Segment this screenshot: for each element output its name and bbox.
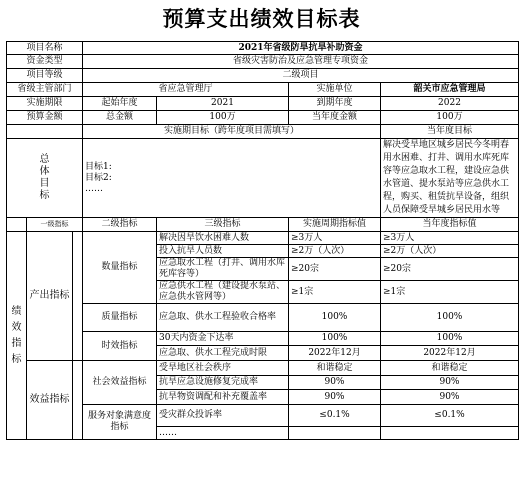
period-value: 90% [289,390,381,405]
level3-header: 三级指标 [157,218,289,232]
current-amount-value: 100万 [381,111,519,125]
period-value: ≥2万（人次） [289,245,381,258]
period-value: ≥20宗 [289,258,381,281]
row-indicator-headers [7,218,519,232]
row-budget [7,111,519,125]
performance-indicator-label: 绩效指标 [7,232,27,440]
row-department [7,83,519,97]
year-value: 90% [381,390,519,405]
period-label: 实施期限 [7,97,83,111]
level3-indicator: 应急取水工程（打井、调用水库死库容等） [157,258,289,281]
overall-goal-label: 总体目标 [7,139,83,218]
table-row [7,405,519,427]
project-name-value: 2021年省级防旱抗旱补助资金 [83,42,519,55]
unit-value: 韶关市应急管理局 [381,83,519,97]
year-value-header: 当年度指标值 [381,218,519,232]
year-goal-header: 当年度目标 [381,125,519,139]
indicator-rows [7,232,519,440]
level3-indicator: 应急取、供水工程完成时限 [157,346,289,361]
unit-label: 实施单位 [289,83,381,97]
level2-indicator: 质量指标 [83,304,157,332]
output-indicator-label: 产出指标 [27,232,73,361]
level3-indicator: 受旱地区社会秩序 [157,361,289,376]
row-fund-type [7,55,519,69]
total-label: 总金额 [83,111,157,125]
table-row [7,304,519,332]
level2-indicator: 社会效益指标 [83,361,157,405]
level1-header: 一级指标 [27,218,83,232]
level3-indicator: 抗旱物资调配和补充覆盖率 [157,390,289,405]
level2-indicator: 数量指标 [83,232,157,304]
total-value: 100万 [157,111,289,125]
year-value: ≥3万人 [381,232,519,245]
level2-indicator: 服务对象满意度指标 [83,405,157,440]
level3-indicator: 受灾群众投诉率 [157,405,289,427]
fund-type-value: 省级灾害防治及应急管理专项资金 [83,55,519,69]
row-project-name [7,42,519,55]
page-title: 预算支出绩效目标表 [162,6,361,31]
current-amount-label: 当年度金额 [289,111,381,125]
dept-value: 省应急管理厅 [83,83,289,97]
dept-label: 省级主管部门 [7,83,83,97]
year-value: 2022年12月 [381,346,519,361]
period-value: ≥1宗 [289,281,381,304]
level3-indicator: …… [157,427,289,440]
period-value-header: 实施周期指标值 [289,218,381,232]
period-value: ≤0.1% [289,405,381,427]
start-year-label: 起始年度 [83,97,157,111]
row-project-level [7,69,519,83]
year-value: ≥2万（人次） [381,245,519,258]
period-value [289,427,381,440]
year-value: ≤0.1% [381,405,519,427]
fund-type-label: 资金类型 [7,55,83,69]
period-value: 100% [289,304,381,332]
year-value: ≥1宗 [381,281,519,304]
budget-label: 预算金额 [7,111,83,125]
level3-indicator: 30天内资金下达率 [157,332,289,346]
year-goal-text: 解决受旱地区城乡居民今冬明春用水困难、打井、调用水库死库容等应急取水工程，建设应急供水管道、提水泵站等应急供水工程，购买、租赁抗旱设备，组织人员保障受旱城乡居民用水等 [381,139,519,218]
year-value: 100% [381,332,519,346]
project-name-label: 项目名称 [7,42,83,55]
table-row [7,361,519,376]
year-value: ≥20宗 [381,258,519,281]
year-value: 和谐稳定 [381,361,519,376]
level3-indicator: 抗旱应急设施修复完成率 [157,376,289,390]
start-year-value: 2021 [157,97,289,111]
year-value: 100% [381,304,519,332]
period-value: 90% [289,376,381,390]
project-level-value: 二级项目 [83,69,519,83]
period-goal-text: 目标1: 目标2: …… [83,139,381,218]
period-value: 100% [289,332,381,346]
level2-header: 二级指标 [83,218,157,232]
year-value: 90% [381,376,519,390]
period-value: 2022年12月 [289,346,381,361]
period-goal-header: 实施期目标（跨年度项目需填写） [83,125,381,139]
performance-goal-table [6,41,519,440]
end-year-value: 2022 [381,97,519,111]
level3-indicator: 投入抗旱人员数 [157,245,289,258]
table-row [7,232,519,245]
level3-indicator: 应急供水工程（建设提水泵站、应急供水管网等） [157,281,289,304]
year-value [381,427,519,440]
level3-indicator: 应急取、供水工程验收合格率 [157,304,289,332]
project-level-label: 项目等级 [7,69,83,83]
level3-indicator: 解决因旱饮水困难人数 [157,232,289,245]
period-value: 和谐稳定 [289,361,381,376]
period-value: ≥3万人 [289,232,381,245]
end-year-label: 到期年度 [289,97,381,111]
row-period [7,97,519,111]
table-row [7,332,519,346]
benefit-indicator-label: 效益指标 [27,361,73,440]
row-overall-goal [7,139,519,218]
level2-indicator: 时效指标 [83,332,157,361]
row-goal-headers [7,125,519,139]
